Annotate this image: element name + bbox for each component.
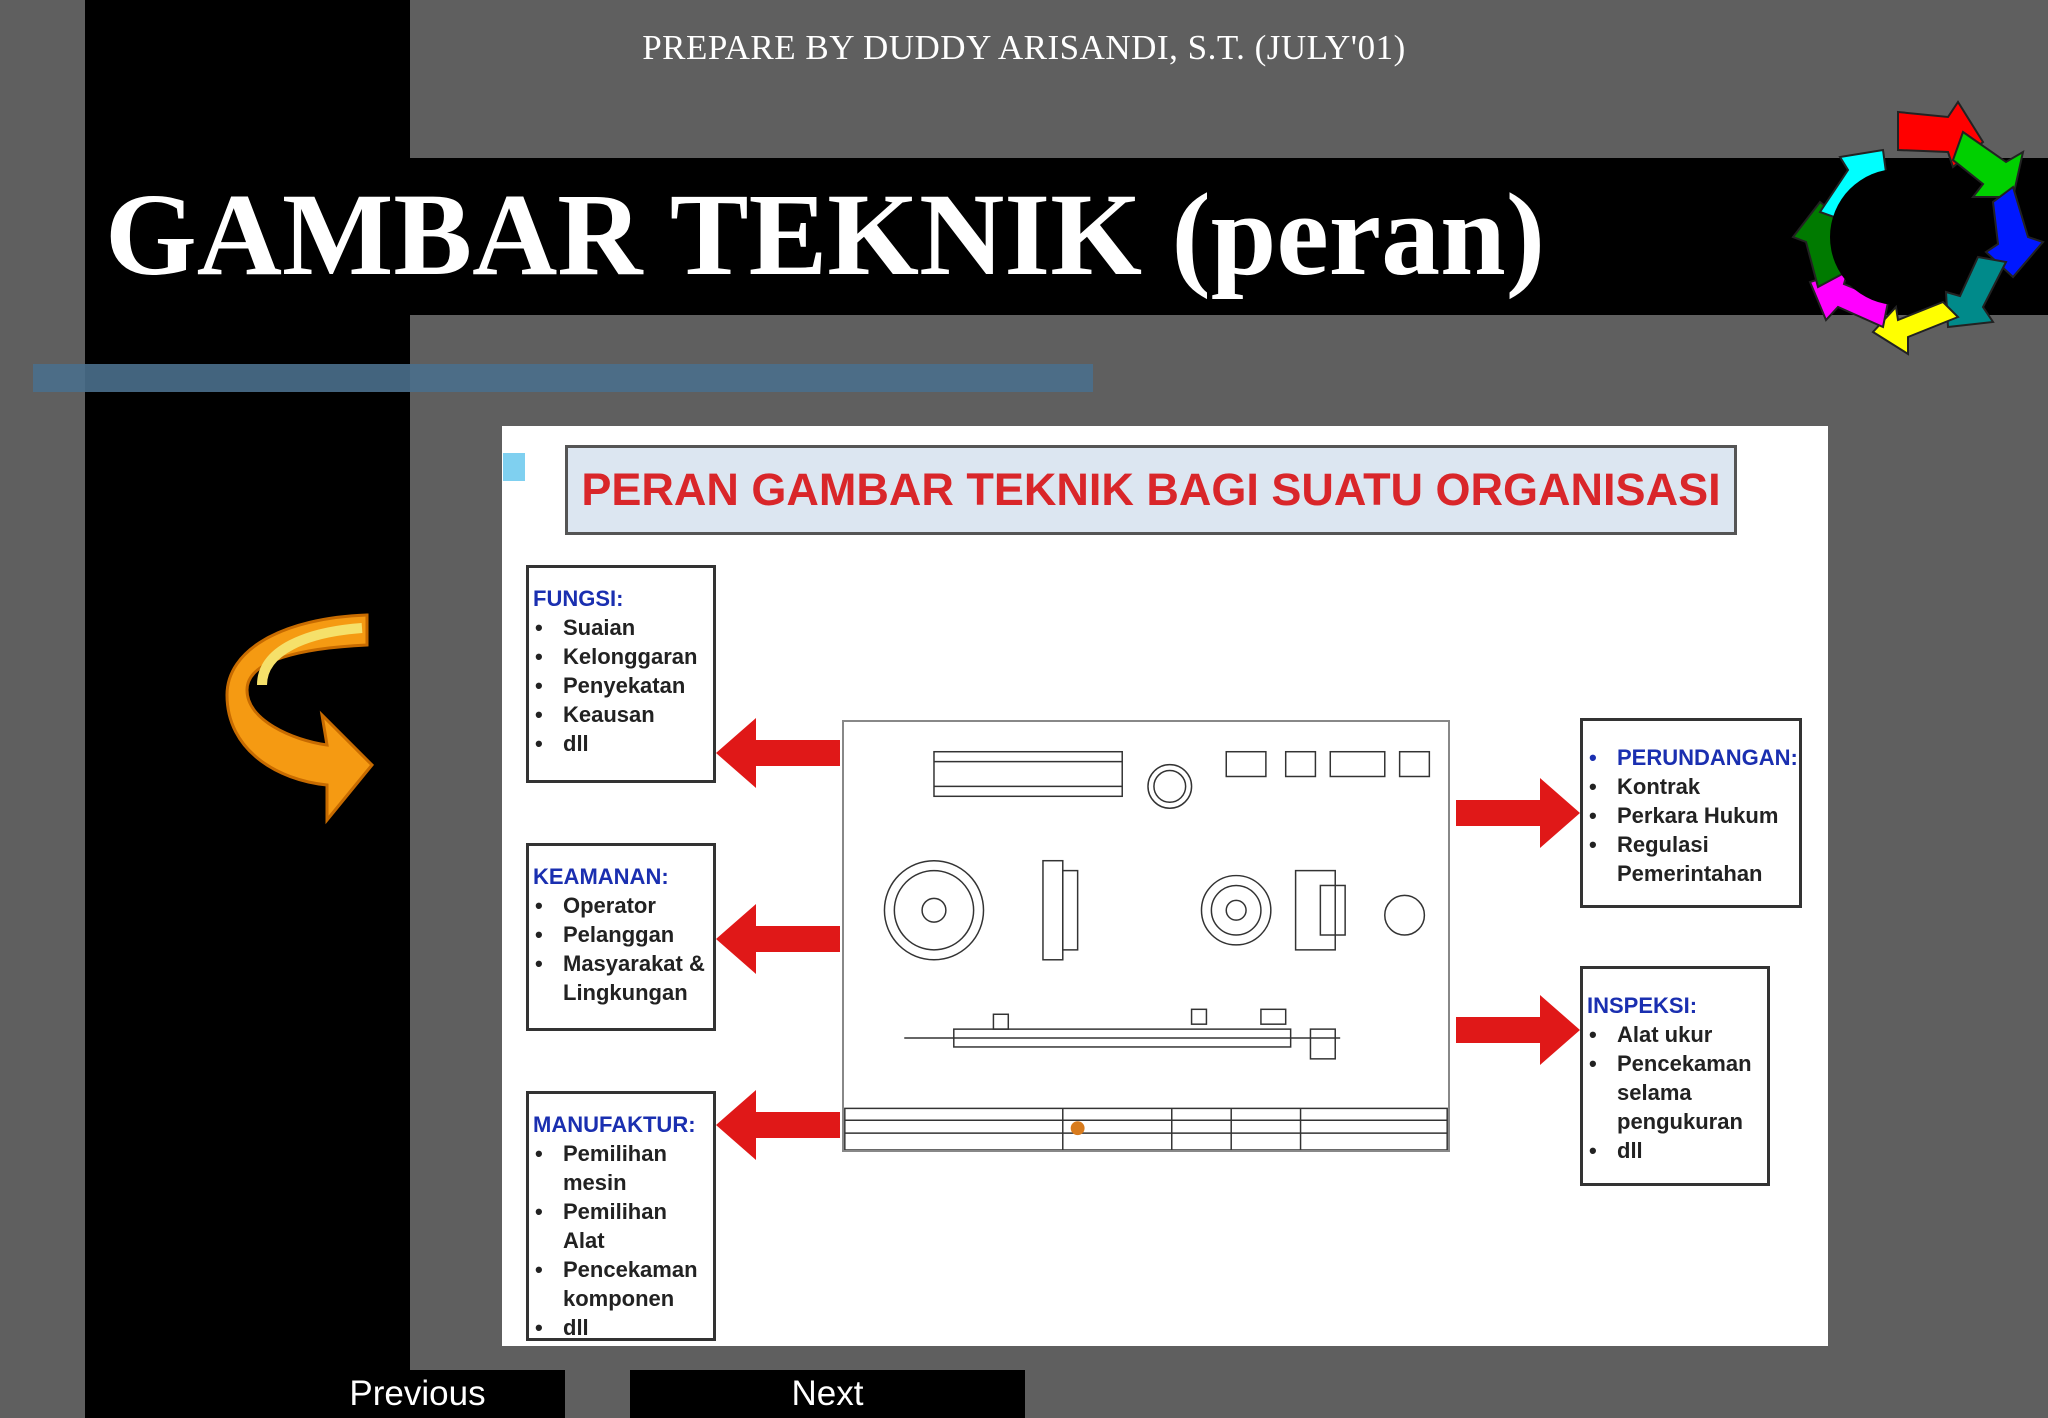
diagram-heading: PERAN GAMBAR TEKNIK BAGI SUATU ORGANISASI — [565, 445, 1737, 535]
list-item: • Pelanggan — [533, 920, 707, 949]
accent-line — [33, 364, 1093, 392]
list-item: • dll — [1587, 1136, 1761, 1165]
list-item: • Alat ukur — [1587, 1020, 1761, 1049]
curved-arrow-icon — [222, 610, 382, 835]
list-item: • Perkara Hukum — [1587, 801, 1793, 830]
list-item: • Pencekaman selama pengukuran — [1587, 1049, 1761, 1136]
page-title: GAMBAR TEKNIK (peran) — [105, 169, 1546, 300]
red-arrow-icon — [1456, 995, 1580, 1065]
box-title: MANUFAKTUR: — [533, 1112, 696, 1137]
list-item: • dll — [533, 729, 707, 758]
box-title: FUNGSI: — [533, 586, 624, 611]
list-item: • Masyarakat & Lingkungan — [533, 949, 707, 1007]
list-item: • Pencekaman komponen — [533, 1255, 707, 1313]
box-title: KEAMANAN: — [533, 864, 669, 889]
technical-drawing — [842, 720, 1450, 1152]
list-item: • Regulasi Pemerintahan — [1587, 830, 1793, 888]
list-item: • Kelonggaran — [533, 642, 707, 671]
corner-marker — [503, 453, 525, 481]
box-fungsi — [526, 565, 716, 783]
cycle-arrows-logo — [1748, 92, 2048, 392]
box-title: INSPEKSI: — [1587, 993, 1698, 1018]
list-item: • Kontrak — [1587, 772, 1793, 801]
box-title: • PERUNDANGAN: — [1587, 743, 1793, 772]
list-item: • dll — [533, 1313, 707, 1342]
red-arrow-icon — [1456, 778, 1580, 848]
box-perundangan — [1580, 718, 1802, 908]
list-item: • Keausan — [533, 700, 707, 729]
list-item: • Operator — [533, 891, 707, 920]
box-keamanan — [526, 843, 716, 1031]
previous-button[interactable]: Previous — [270, 1370, 565, 1418]
list-item: • Pemilihan Alat — [533, 1197, 707, 1255]
list-item: • Penyekatan — [533, 671, 707, 700]
box-inspeksi — [1580, 966, 1770, 1186]
author-credit: PREPARE BY DUDDY ARISANDI, S.T. (JULY'01) — [642, 28, 1406, 67]
list-item: • Pemilihan mesin — [533, 1139, 707, 1197]
red-arrow-icon — [716, 1090, 840, 1160]
red-arrow-icon — [716, 904, 840, 974]
list-item: • Suaian — [533, 613, 707, 642]
box-manufaktur — [526, 1091, 716, 1341]
next-button[interactable]: Next — [630, 1370, 1025, 1418]
red-arrow-icon — [716, 718, 840, 788]
